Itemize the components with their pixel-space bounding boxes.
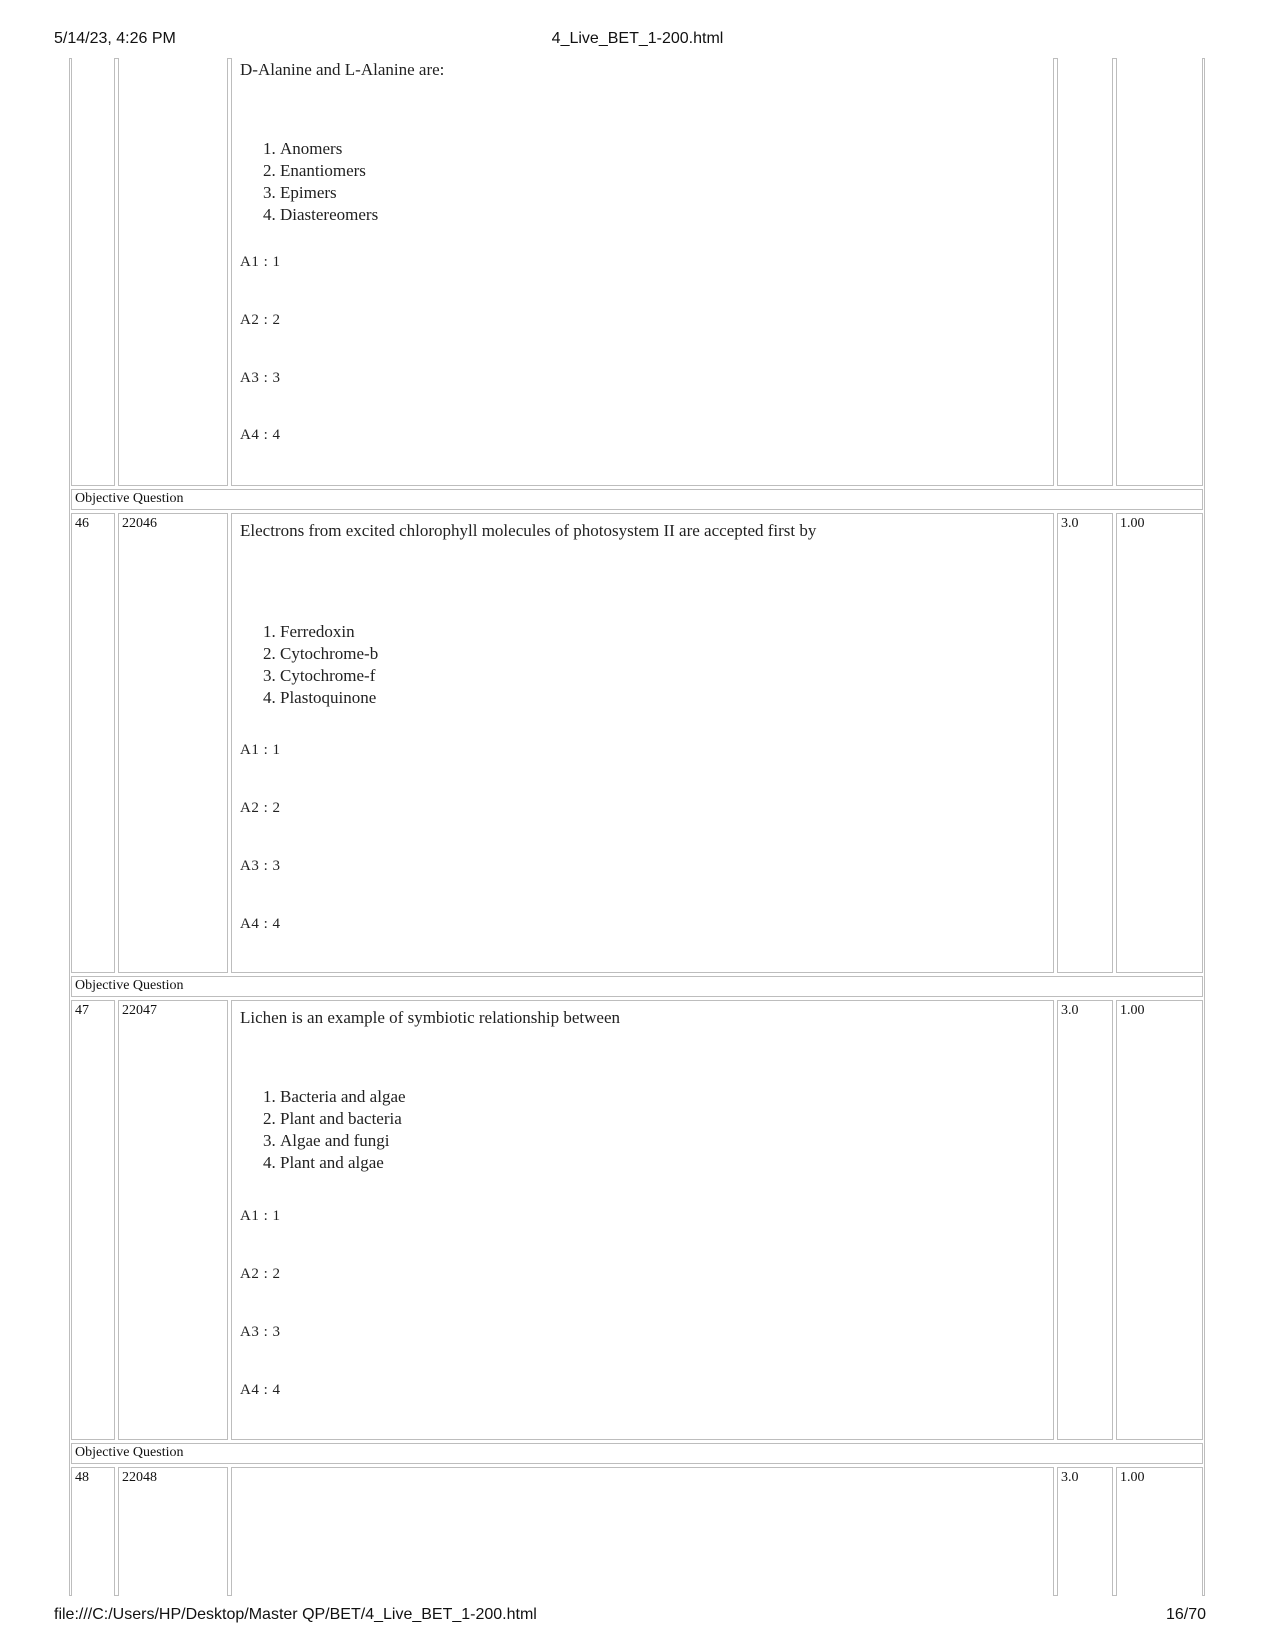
negative-cell: 1.00 (1116, 513, 1203, 973)
answer-3: A3 : 3 (240, 858, 281, 874)
qid-cell: 22047 (118, 1000, 228, 1440)
negative-cell: 1.00 (1116, 1000, 1203, 1440)
qid-cell (118, 58, 228, 486)
answer-1: A1 : 1 (240, 254, 281, 270)
answer-1: A1 : 1 (240, 1208, 281, 1224)
answer-3: A3 : 3 (240, 370, 281, 386)
option: 4. Plant and algae (280, 1152, 406, 1174)
option: 2. Enantiomers (280, 160, 378, 182)
negative-cell: 1.00 (1116, 1467, 1203, 1596)
section-label: Objective Question (71, 976, 1203, 997)
answer-4: A4 : 4 (240, 427, 281, 443)
option: 1. Ferredoxin (280, 621, 378, 643)
options-list (232, 621, 378, 709)
option: 2. Plant and bacteria (280, 1108, 406, 1130)
print-title: 4_Live_BET_1-200.html (551, 30, 724, 47)
qid-cell: 22048 (118, 1467, 228, 1596)
option: 4. Diastereomers (280, 204, 378, 226)
options-list (232, 138, 378, 226)
marks-cell (1057, 58, 1113, 486)
question-text: Lichen is an example of symbiotic relationship between (240, 1008, 621, 1027)
answer-4: A4 : 4 (240, 1382, 281, 1398)
sno-cell (71, 58, 115, 486)
page-number: 16/70 (1165, 1606, 1206, 1623)
option: 3. Cytochrome-f (280, 665, 378, 687)
option: 3. Algae and fungi (280, 1130, 406, 1152)
option: 4. Plastoquinone (280, 687, 378, 709)
answer-2: A2 : 2 (240, 800, 281, 816)
question-cell (231, 58, 1054, 486)
option: 1. Anomers (280, 138, 378, 160)
marks-cell: 3.0 (1057, 513, 1113, 973)
question-cell (231, 1000, 1054, 1440)
question-text: D-Alanine and L-Alanine are: (240, 60, 445, 79)
option: 3. Epimers (280, 182, 378, 204)
marks-cell: 3.0 (1057, 1467, 1113, 1596)
sno-cell: 47 (71, 1000, 115, 1440)
option: 2. Cytochrome-b (280, 643, 378, 665)
sno-cell: 46 (71, 513, 115, 973)
question-text: Electrons from excited chlorophyll molecules of photosystem II are accepted first by (240, 521, 817, 540)
marks-cell: 3.0 (1057, 1000, 1113, 1440)
answer-2: A2 : 2 (240, 1266, 281, 1282)
answer-3: A3 : 3 (240, 1324, 281, 1340)
options-list (232, 1086, 406, 1174)
section-label: Objective Question (71, 489, 1203, 510)
section-label: Objective Question (71, 1443, 1203, 1464)
answer-4: A4 : 4 (240, 916, 281, 932)
sno-cell: 48 (71, 1467, 115, 1596)
negative-cell (1116, 58, 1203, 486)
qid-cell: 22046 (118, 513, 228, 973)
option: 1. Bacteria and algae (280, 1086, 406, 1108)
answer-2: A2 : 2 (240, 312, 281, 328)
question-cell (231, 513, 1054, 973)
question-cell (231, 1467, 1054, 1596)
answer-1: A1 : 1 (240, 742, 281, 758)
print-date: 5/14/23, 4:26 PM (54, 30, 176, 47)
print-file-path: file:///C:/Users/HP/Desktop/Master QP/BET/4_Live_BET_1-200.html (54, 1606, 537, 1623)
